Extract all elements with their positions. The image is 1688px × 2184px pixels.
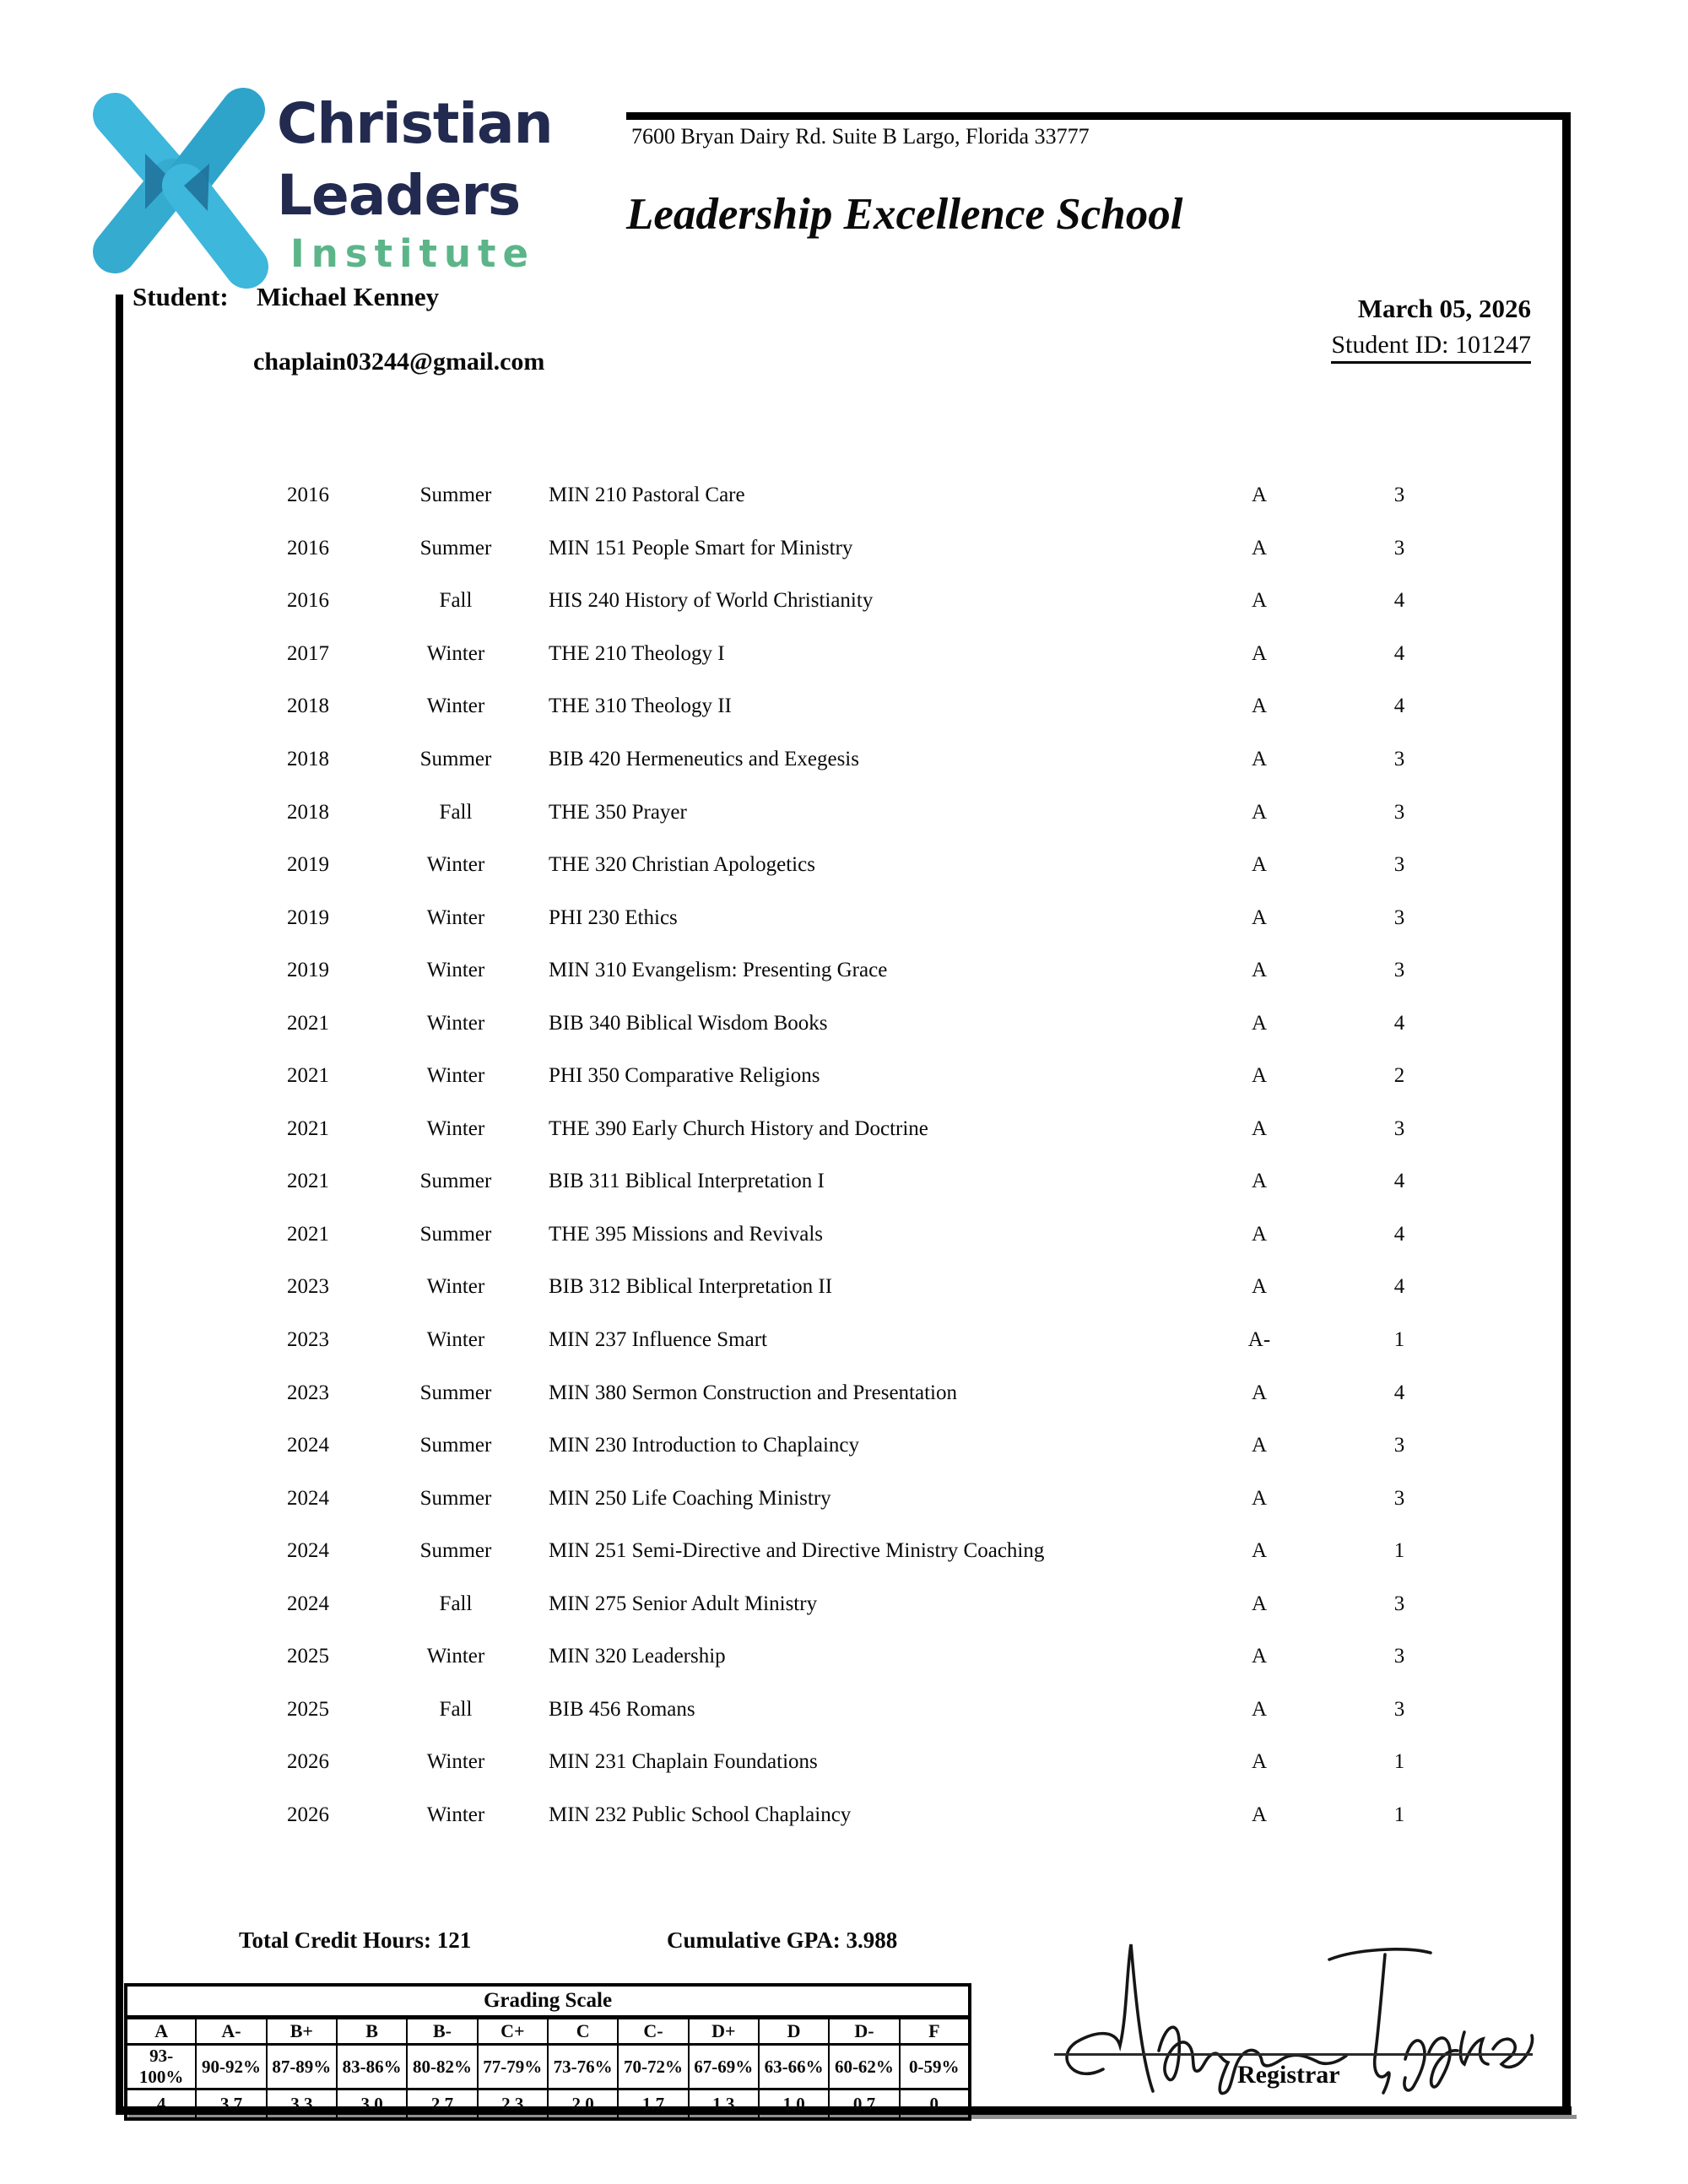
course-term: Winter <box>426 1275 485 1299</box>
grading-scale-title: Grading Scale <box>126 1985 970 2018</box>
course-year: 2023 <box>287 1381 329 1404</box>
course-credits: 4 <box>1393 589 1405 613</box>
course-year: 2019 <box>287 853 329 877</box>
course-title: THE 390 Early Church History and Doctrine <box>549 1116 928 1140</box>
course-year: 2021 <box>287 1222 329 1246</box>
date-block <box>1331 294 1531 364</box>
grade-letter-cell: F <box>900 2018 970 2045</box>
course-term: Fall <box>439 589 473 613</box>
course-row <box>116 522 1563 576</box>
course-credits: 3 <box>1393 1592 1405 1615</box>
grade-point-cell: 2.0 <box>548 2089 618 2120</box>
course-year: 2018 <box>287 695 329 718</box>
course-credits: 3 <box>1393 905 1405 929</box>
page-frame-top <box>626 112 1568 120</box>
course-grade: A <box>1251 1064 1268 1088</box>
course-term: Winter <box>426 641 485 665</box>
course-credits: 4 <box>1393 1275 1405 1299</box>
course-credits: 1 <box>1393 1328 1405 1352</box>
grade-percent-cell: 80-82% <box>407 2045 477 2089</box>
course-row <box>116 1103 1563 1156</box>
grade-point-cell: 1.3 <box>689 2089 759 2120</box>
brand-word-institute: Institute <box>290 231 536 276</box>
grade-percent-cell: 67-69% <box>689 2045 759 2089</box>
signature-line <box>1054 2053 1533 2056</box>
course-row <box>116 1789 1563 1842</box>
grade-percent-cell: 77-79% <box>478 2045 548 2089</box>
grade-point-row <box>126 2089 970 2120</box>
course-term: Summer <box>419 1381 492 1404</box>
course-year: 2016 <box>287 589 329 613</box>
course-grade: A <box>1251 1539 1268 1563</box>
course-credits: 3 <box>1393 1697 1405 1721</box>
course-title: BIB 420 Hermeneutics and Exegesis <box>549 748 859 770</box>
course-row <box>116 733 1563 787</box>
grade-letter-cell: A <box>126 2018 196 2045</box>
grade-letter-cell: D+ <box>689 2018 759 2045</box>
course-grade: A <box>1251 1750 1268 1774</box>
course-title: BIB 311 Biblical Interpretation I <box>549 1170 825 1193</box>
course-title: MIN 230 Introduction to Chaplaincy <box>549 1434 859 1457</box>
course-year: 2025 <box>287 1697 329 1721</box>
grade-percent-cell: 73-76% <box>548 2045 618 2089</box>
course-term: Summer <box>419 1434 492 1457</box>
course-grade: A <box>1251 1803 1268 1826</box>
course-grade: A <box>1251 1381 1268 1404</box>
course-row <box>116 891 1563 944</box>
course-year: 2026 <box>287 1803 329 1826</box>
grade-point-cell: 0 <box>900 2089 970 2120</box>
course-year: 2016 <box>287 484 329 507</box>
course-grade: A <box>1251 1275 1268 1299</box>
course-year: 2018 <box>287 748 329 770</box>
course-year: 2024 <box>287 1592 329 1615</box>
course-year: 2023 <box>287 1275 329 1299</box>
course-row <box>116 839 1563 892</box>
grade-point-cell: 2.7 <box>407 2089 477 2120</box>
grade-percent-cell: 93-100% <box>126 2045 196 2089</box>
course-grade: A <box>1251 484 1268 507</box>
course-term: Fall <box>439 800 473 824</box>
grade-letter-cell: C <box>548 2018 618 2045</box>
course-grade: A <box>1251 1011 1268 1035</box>
course-row <box>116 1155 1563 1208</box>
course-year: 2021 <box>287 1011 329 1035</box>
course-credits: 1 <box>1393 1539 1405 1563</box>
student-label: Student: <box>133 282 229 311</box>
grade-letter-cell: B+ <box>267 2018 337 2045</box>
grade-letter-cell: C- <box>618 2018 688 2045</box>
course-title: THE 395 Missions and Revivals <box>549 1222 823 1246</box>
course-grade: A <box>1251 1645 1268 1668</box>
course-title: MIN 310 Evangelism: Presenting Grace <box>549 959 888 982</box>
course-term: Winter <box>426 695 485 718</box>
course-year: 2024 <box>287 1486 329 1510</box>
course-title: MIN 250 Life Coaching Ministry <box>549 1486 831 1510</box>
course-credits: 3 <box>1393 1434 1405 1457</box>
grade-point-cell: 1.0 <box>759 2089 829 2120</box>
course-credits: 4 <box>1393 695 1405 718</box>
course-grade: A <box>1251 853 1268 877</box>
brand-word-leaders: Leaders <box>277 163 521 228</box>
course-term: Summer <box>419 1170 492 1193</box>
course-title: MIN 210 Pastoral Care <box>549 484 745 507</box>
grade-percent-cell: 63-66% <box>759 2045 829 2089</box>
course-title: PHI 230 Ethics <box>549 905 678 929</box>
school-title: Leadership Excellence School <box>626 190 1183 239</box>
course-row <box>116 1472 1563 1525</box>
course-title: MIN 380 Sermon Construction and Presentation <box>549 1381 957 1404</box>
course-credits: 3 <box>1393 536 1405 560</box>
course-grade: A <box>1251 800 1268 824</box>
course-row <box>116 1314 1563 1367</box>
course-credits: 4 <box>1393 1170 1405 1193</box>
cumulative-gpa: Cumulative GPA: 3.988 <box>667 1927 898 1953</box>
course-term: Winter <box>426 1011 485 1035</box>
course-row <box>116 1525 1563 1578</box>
course-table <box>116 469 1563 1841</box>
course-row <box>116 1366 1563 1419</box>
course-credits: 3 <box>1393 800 1405 824</box>
grading-scale-title-row <box>126 1985 970 2018</box>
course-term: Summer <box>419 748 492 770</box>
grade-letter-cell: D <box>759 2018 829 2045</box>
course-term: Winter <box>426 1064 485 1088</box>
course-grade: A <box>1251 589 1268 613</box>
grading-scale-table <box>124 1983 971 2121</box>
course-row <box>116 1630 1563 1684</box>
grade-letter-cell: B- <box>407 2018 477 2045</box>
course-grade: A- <box>1247 1328 1271 1352</box>
course-credits: 4 <box>1393 1011 1405 1035</box>
course-grade: A <box>1251 1170 1268 1193</box>
grade-percent-cell: 87-89% <box>267 2045 337 2089</box>
course-title: MIN 251 Semi-Directive and Directive Ministry Coaching <box>549 1539 1045 1563</box>
course-credits: 1 <box>1393 1750 1405 1774</box>
student-name: Michael Kenney <box>257 282 440 311</box>
course-credits: 3 <box>1393 748 1405 770</box>
course-term: Summer <box>419 1539 492 1563</box>
course-row <box>116 1050 1563 1103</box>
course-year: 2024 <box>287 1434 329 1457</box>
course-credits: 3 <box>1393 959 1405 982</box>
total-credit-hours: Total Credit Hours: 121 <box>239 1927 472 1953</box>
grade-point-cell: 1.7 <box>618 2089 688 2120</box>
course-term: Winter <box>426 905 485 929</box>
grade-letter-cell: D- <box>829 2018 899 2045</box>
course-row <box>116 1208 1563 1262</box>
brand-word-christian: Christian <box>277 91 553 156</box>
course-term: Fall <box>439 1592 473 1615</box>
course-row <box>116 628 1563 681</box>
course-title: MIN 232 Public School Chaplaincy <box>549 1803 852 1826</box>
grade-percent-cell: 60-62% <box>829 2045 899 2089</box>
course-credits: 4 <box>1393 1381 1405 1404</box>
grade-percent-row <box>126 2045 970 2089</box>
course-row <box>116 1419 1563 1473</box>
course-grade: A <box>1251 959 1268 982</box>
course-grade: A <box>1251 748 1268 770</box>
course-credits: 1 <box>1393 1803 1405 1826</box>
course-term: Summer <box>419 484 492 507</box>
grade-letter-cell: C+ <box>478 2018 548 2045</box>
course-title: MIN 275 Senior Adult Ministry <box>549 1592 818 1615</box>
course-grade: A <box>1251 1434 1268 1457</box>
grade-point-cell: 2.3 <box>478 2089 548 2120</box>
course-title: THE 310 Theology II <box>549 695 732 718</box>
course-credits: 4 <box>1393 1222 1405 1246</box>
course-title: BIB 456 Romans <box>549 1697 695 1721</box>
page-frame-right <box>1562 112 1571 2115</box>
course-title: BIB 340 Biblical Wisdom Books <box>549 1011 828 1035</box>
course-term: Winter <box>426 959 485 982</box>
course-term: Fall <box>439 1697 473 1721</box>
course-year: 2017 <box>287 641 329 665</box>
course-term: Summer <box>419 536 492 560</box>
course-grade: A <box>1251 905 1268 929</box>
course-row <box>116 1684 1563 1737</box>
course-credits: 3 <box>1393 484 1405 507</box>
registrar-label: Registrar <box>1237 2061 1340 2089</box>
course-year: 2021 <box>287 1116 329 1140</box>
course-row <box>116 1736 1563 1789</box>
course-title: MIN 151 People Smart for Ministry <box>549 536 853 560</box>
course-title: THE 320 Christian Apologetics <box>549 853 815 877</box>
course-credits: 3 <box>1393 1486 1405 1510</box>
course-year: 2019 <box>287 959 329 982</box>
grade-point-cell: 3.3 <box>267 2089 337 2120</box>
grade-letter-cell: B <box>337 2018 407 2045</box>
course-title: MIN 231 Chaplain Foundations <box>549 1750 818 1774</box>
course-term: Summer <box>419 1486 492 1510</box>
course-row <box>116 944 1563 997</box>
course-year: 2023 <box>287 1328 329 1352</box>
course-credits: 3 <box>1393 1645 1405 1668</box>
grade-percent-cell: 90-92% <box>196 2045 266 2089</box>
course-year: 2021 <box>287 1170 329 1193</box>
student-email: chaplain03244@gmail.com <box>253 348 545 376</box>
grade-point-cell: 3.7 <box>196 2089 266 2120</box>
course-term: Winter <box>426 1750 485 1774</box>
grade-letter-row <box>126 2018 970 2045</box>
student-id: Student ID: 101247 <box>1331 331 1531 364</box>
course-grade: A <box>1251 1486 1268 1510</box>
course-grade: A <box>1251 1592 1268 1615</box>
course-year: 2024 <box>287 1539 329 1563</box>
course-term: Winter <box>426 1803 485 1826</box>
grade-percent-cell: 70-72% <box>618 2045 688 2089</box>
grade-point-cell: 0.7 <box>829 2089 899 2120</box>
course-grade: A <box>1251 695 1268 718</box>
course-credits: 4 <box>1393 641 1405 665</box>
course-term: Winter <box>426 853 485 877</box>
grade-point-cell: 3.0 <box>337 2089 407 2120</box>
course-title: PHI 350 Comparative Religions <box>549 1064 820 1088</box>
course-grade: A <box>1251 641 1268 665</box>
christian-leaders-logo-icon <box>86 86 275 289</box>
course-year: 2016 <box>287 536 329 560</box>
course-term: Winter <box>426 1116 485 1140</box>
course-year: 2025 <box>287 1645 329 1668</box>
course-title: MIN 320 Leadership <box>549 1645 726 1668</box>
course-credits: 3 <box>1393 1116 1405 1140</box>
grade-percent-cell: 0-59% <box>900 2045 970 2089</box>
course-row <box>116 1577 1563 1630</box>
course-year: 2018 <box>287 800 329 824</box>
course-grade: A <box>1251 1116 1268 1140</box>
transcript-date: March 05, 2026 <box>1357 294 1531 323</box>
course-grade: A <box>1251 536 1268 560</box>
course-title: THE 210 Theology I <box>549 641 725 665</box>
course-term: Summer <box>419 1222 492 1246</box>
course-term: Winter <box>426 1645 485 1668</box>
course-credits: 2 <box>1393 1064 1405 1088</box>
grade-point-cell: 4 <box>126 2089 196 2120</box>
grade-percent-cell: 83-86% <box>337 2045 407 2089</box>
grade-letter-cell: A- <box>196 2018 266 2045</box>
course-row <box>116 1261 1563 1314</box>
course-row <box>116 997 1563 1050</box>
course-row <box>116 786 1563 839</box>
course-row <box>116 469 1563 522</box>
course-row <box>116 680 1563 733</box>
course-term: Winter <box>426 1328 485 1352</box>
course-grade: A <box>1251 1222 1268 1246</box>
course-grade: A <box>1251 1697 1268 1721</box>
course-title: BIB 312 Biblical Interpretation II <box>549 1275 833 1299</box>
course-year: 2021 <box>287 1064 329 1088</box>
course-title: HIS 240 History of World Christianity <box>549 589 874 613</box>
course-year: 2026 <box>287 1750 329 1774</box>
course-year: 2019 <box>287 905 329 929</box>
course-row <box>116 575 1563 628</box>
course-credits: 3 <box>1393 853 1405 877</box>
institution-address: 7600 Bryan Dairy Rd. Suite B Largo, Florida 33777 <box>631 124 1090 149</box>
brand-wordmark <box>277 88 553 277</box>
course-title: MIN 237 Influence Smart <box>549 1328 767 1352</box>
course-title: THE 350 Prayer <box>549 800 687 824</box>
